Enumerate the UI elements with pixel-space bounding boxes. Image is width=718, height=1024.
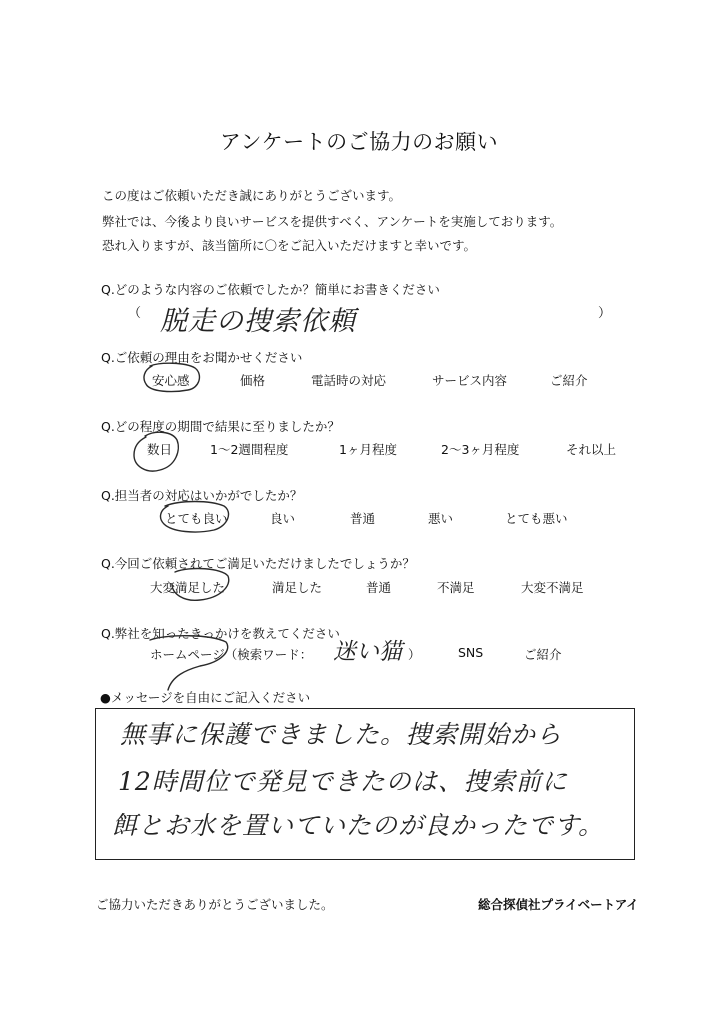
question-4: Q.担当者の対応はいかがでしたか？ bbox=[101, 488, 303, 503]
q3-option-more[interactable]: それ以上 bbox=[566, 442, 617, 457]
q5-selection-circle bbox=[172, 569, 229, 601]
question-6: Q.弊社を知ったきっかけを教えてください bbox=[101, 626, 340, 641]
q2-option-phone-response[interactable]: 電話時の対応 bbox=[311, 373, 387, 388]
q1-open-paren: （ bbox=[128, 306, 142, 321]
q4-option-normal[interactable]: 普通 bbox=[350, 511, 376, 526]
q2-option-anshinkan[interactable]: 安心感 bbox=[152, 373, 190, 388]
page-title: アンケートのご協力のお願い bbox=[219, 130, 499, 154]
q5-option-very-satisfied[interactable]: 大変満足した bbox=[150, 580, 226, 595]
message-line-2: 12時間位で発見できたのは、捜索前に bbox=[118, 767, 568, 796]
q6-option-homepage[interactable]: ホームページ（検索ワード： bbox=[150, 647, 313, 662]
message-heading: ●メッセージを自由にご記入ください bbox=[100, 690, 311, 705]
q6-option-referral[interactable]: ご紹介 bbox=[524, 647, 562, 662]
q2-selection-circle bbox=[144, 363, 199, 391]
q3-option-days[interactable]: 数日 bbox=[147, 442, 173, 457]
q4-option-bad[interactable]: 悪い bbox=[428, 511, 454, 526]
q3-option-1-month[interactable]: 1ヶ月程度 bbox=[339, 442, 397, 457]
q2-option-service[interactable]: サービス内容 bbox=[432, 373, 508, 388]
q6-search-word-handwritten[interactable]: 迷い猫 bbox=[333, 639, 402, 665]
intro-line-2: 弊社では、今後より良いサービスを提供すべく、アンケートを実施しております。 bbox=[102, 214, 563, 229]
footer-company: 総合探偵社プライベートアイ bbox=[478, 897, 639, 912]
q1-handwritten-answer[interactable]: 脱走の捜索依頼 bbox=[160, 306, 356, 337]
q6-selection-circle bbox=[150, 636, 228, 690]
q4-selection-circle bbox=[161, 502, 229, 533]
question-5: Q.今回ご依頼されてご満足いただけましたでしょうか？ bbox=[101, 556, 415, 571]
intro-line-3: 恐れ入りますが、該当箇所に〇をご記入いただけますと幸いです。 bbox=[102, 238, 477, 253]
message-line-1: 無事に保護できました。捜索開始から bbox=[120, 720, 563, 749]
message-line-3: 餌とお水を置いていたのが良かったです。 bbox=[112, 811, 605, 840]
q2-option-price[interactable]: 価格 bbox=[240, 373, 266, 388]
q6-close-paren: ） bbox=[408, 647, 421, 662]
q5-option-normal[interactable]: 普通 bbox=[366, 580, 392, 595]
question-2: Q.ご依頼の理由をお聞かせください bbox=[101, 350, 303, 365]
q5-option-satisfied[interactable]: 満足した bbox=[272, 580, 323, 595]
q3-option-2-3-months[interactable]: 2～3ヶ月程度 bbox=[441, 442, 520, 457]
q3-option-1-2-weeks[interactable]: 1～2週間程度 bbox=[210, 442, 289, 457]
q5-option-unsatisfied[interactable]: 不満足 bbox=[437, 580, 475, 595]
q1-close-paren: ） bbox=[598, 306, 612, 321]
question-3: Q.どの程度の期間で結果に至りましたか？ bbox=[101, 419, 340, 434]
q4-option-very-bad[interactable]: とても悪い bbox=[505, 511, 568, 526]
q3-selection-circle bbox=[134, 432, 178, 471]
question-1: Q.どのような内容のご依頼でしたか？簡単にお書きください bbox=[101, 282, 440, 297]
q4-option-very-good[interactable]: とても良い bbox=[165, 511, 228, 526]
q2-option-referral[interactable]: ご紹介 bbox=[550, 373, 588, 388]
footer-thanks: ご協力いただきありがとうございました。 bbox=[96, 897, 334, 912]
q6-option-sns[interactable]: SNS bbox=[458, 645, 484, 660]
q5-option-very-unsatisfied[interactable]: 大変不満足 bbox=[521, 580, 584, 595]
q4-option-good[interactable]: 良い bbox=[270, 511, 296, 526]
intro-line-1: この度はご依頼いただき誠にありがとうございます。 bbox=[102, 188, 402, 203]
